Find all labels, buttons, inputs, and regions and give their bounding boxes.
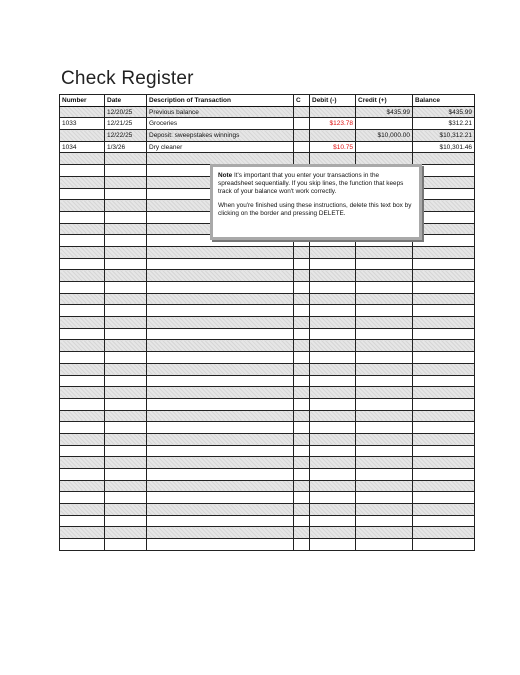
- cell-number[interactable]: [60, 106, 105, 118]
- table-row: [60, 246, 475, 258]
- cell-debit[interactable]: [310, 504, 356, 516]
- cell-balance[interactable]: [413, 387, 475, 399]
- cell-cleared[interactable]: [294, 433, 310, 445]
- cell-credit[interactable]: [356, 375, 413, 387]
- cell-credit[interactable]: [356, 422, 413, 434]
- cell-cleared[interactable]: [294, 398, 310, 410]
- cell-description[interactable]: [147, 398, 294, 410]
- cell-description[interactable]: [147, 539, 294, 551]
- cell-cleared[interactable]: [294, 375, 310, 387]
- cell-date[interactable]: [105, 480, 147, 492]
- cell-date[interactable]: [105, 282, 147, 294]
- cell-cleared[interactable]: [294, 480, 310, 492]
- cell-credit[interactable]: [356, 398, 413, 410]
- column-header-balance: Balance: [413, 95, 475, 107]
- column-header-description: Description of Transaction: [147, 95, 294, 107]
- cell-cleared[interactable]: [294, 258, 310, 270]
- cell-cleared[interactable]: [294, 317, 310, 329]
- cell-balance[interactable]: [413, 422, 475, 434]
- cell-description[interactable]: [147, 317, 294, 329]
- table-row: [60, 504, 475, 516]
- cell-balance[interactable]: [413, 282, 475, 294]
- cell-debit[interactable]: [310, 433, 356, 445]
- cell-number[interactable]: [60, 153, 105, 165]
- cell-balance[interactable]: [413, 445, 475, 457]
- table-row: [60, 433, 475, 445]
- cell-date[interactable]: [105, 492, 147, 504]
- cell-balance[interactable]: [413, 317, 475, 329]
- cell-debit[interactable]: $10.75: [310, 141, 356, 153]
- table-row: [60, 305, 475, 317]
- cell-description[interactable]: [147, 433, 294, 445]
- cell-number[interactable]: [60, 223, 105, 235]
- cell-debit[interactable]: [310, 317, 356, 329]
- note-paragraph-2: When you're finished using these instructions, delete this text box by clicking on the border and pressing DELETE.: [218, 202, 412, 217]
- cell-date[interactable]: [105, 200, 147, 212]
- cell-number[interactable]: [60, 235, 105, 247]
- cell-number[interactable]: [60, 398, 105, 410]
- cell-debit[interactable]: [310, 363, 356, 375]
- cell-description[interactable]: Previous balance: [147, 106, 294, 118]
- cell-cleared[interactable]: [294, 457, 310, 469]
- cell-balance[interactable]: [413, 515, 475, 527]
- cell-debit[interactable]: [310, 282, 356, 294]
- cell-number[interactable]: 1034: [60, 141, 105, 153]
- cell-balance[interactable]: [413, 363, 475, 375]
- cell-debit[interactable]: [310, 480, 356, 492]
- cell-balance[interactable]: [413, 527, 475, 539]
- cell-cleared[interactable]: [294, 387, 310, 399]
- cell-balance[interactable]: [413, 457, 475, 469]
- cell-cleared[interactable]: [294, 293, 310, 305]
- cell-date[interactable]: [105, 223, 147, 235]
- cell-cleared[interactable]: [294, 340, 310, 352]
- cell-debit[interactable]: [310, 515, 356, 527]
- cell-credit[interactable]: [356, 457, 413, 469]
- cell-credit[interactable]: [356, 539, 413, 551]
- table-row: [60, 352, 475, 364]
- cell-credit[interactable]: [356, 118, 413, 130]
- cell-date[interactable]: [105, 293, 147, 305]
- cell-cleared[interactable]: [294, 492, 310, 504]
- cell-debit[interactable]: [310, 153, 356, 165]
- cell-date[interactable]: [105, 539, 147, 551]
- cell-number[interactable]: [60, 445, 105, 457]
- cell-number[interactable]: [60, 433, 105, 445]
- cell-description[interactable]: [147, 504, 294, 516]
- cell-cleared[interactable]: [294, 445, 310, 457]
- table-row: [60, 422, 475, 434]
- cell-date[interactable]: [105, 445, 147, 457]
- cell-description[interactable]: [147, 340, 294, 352]
- cell-balance[interactable]: [413, 492, 475, 504]
- cell-cleared[interactable]: [294, 282, 310, 294]
- cell-cleared[interactable]: [294, 527, 310, 539]
- cell-debit[interactable]: [310, 539, 356, 551]
- cell-cleared[interactable]: [294, 539, 310, 551]
- cell-number[interactable]: [60, 469, 105, 481]
- cell-date[interactable]: [105, 246, 147, 258]
- cell-balance[interactable]: [413, 480, 475, 492]
- cell-debit[interactable]: [310, 293, 356, 305]
- cell-date[interactable]: 12/22/25: [105, 130, 147, 142]
- cell-balance[interactable]: [413, 352, 475, 364]
- cell-date[interactable]: 12/21/25: [105, 118, 147, 130]
- cell-description[interactable]: [147, 270, 294, 282]
- cell-credit[interactable]: [356, 504, 413, 516]
- cell-number[interactable]: [60, 270, 105, 282]
- cell-credit[interactable]: [356, 480, 413, 492]
- cell-date[interactable]: 1/3/26: [105, 141, 147, 153]
- table-row: [60, 445, 475, 457]
- cell-cleared[interactable]: [294, 352, 310, 364]
- cell-description[interactable]: [147, 352, 294, 364]
- cell-credit[interactable]: $435.99: [356, 106, 413, 118]
- table-row: [60, 539, 475, 551]
- cell-number[interactable]: [60, 539, 105, 551]
- cell-credit[interactable]: $10,000.00: [356, 130, 413, 142]
- table-row: [60, 141, 475, 153]
- table-row: [60, 118, 475, 130]
- column-header-debit: Debit (-): [310, 95, 356, 107]
- cell-description[interactable]: [147, 328, 294, 340]
- cell-number[interactable]: [60, 363, 105, 375]
- cell-balance[interactable]: [413, 375, 475, 387]
- cell-debit[interactable]: [310, 352, 356, 364]
- cell-debit[interactable]: [310, 422, 356, 434]
- cell-cleared[interactable]: [294, 130, 310, 142]
- cell-cleared[interactable]: [294, 504, 310, 516]
- cell-credit[interactable]: [356, 317, 413, 329]
- cell-description[interactable]: [147, 363, 294, 375]
- cell-cleared[interactable]: [294, 515, 310, 527]
- cell-description[interactable]: [147, 282, 294, 294]
- cell-balance[interactable]: $312.21: [413, 118, 475, 130]
- cell-cleared[interactable]: [294, 328, 310, 340]
- cell-debit[interactable]: [310, 246, 356, 258]
- cell-date[interactable]: [105, 375, 147, 387]
- column-header-credit: Credit (+): [356, 95, 413, 107]
- cell-credit[interactable]: [356, 515, 413, 527]
- cell-cleared[interactable]: [294, 118, 310, 130]
- cell-number[interactable]: [60, 165, 105, 177]
- cell-number[interactable]: [60, 515, 105, 527]
- cell-credit[interactable]: [356, 270, 413, 282]
- cell-description[interactable]: [147, 492, 294, 504]
- cell-date[interactable]: [105, 398, 147, 410]
- cell-balance[interactable]: [413, 328, 475, 340]
- cell-date[interactable]: [105, 211, 147, 223]
- cell-number[interactable]: [60, 188, 105, 200]
- table-row: [60, 515, 475, 527]
- cell-date[interactable]: 12/20/25: [105, 106, 147, 118]
- cell-description[interactable]: [147, 387, 294, 399]
- cell-number[interactable]: [60, 352, 105, 364]
- table-row: [60, 317, 475, 329]
- cell-date[interactable]: [105, 527, 147, 539]
- cell-description[interactable]: [147, 305, 294, 317]
- table-row: [60, 363, 475, 375]
- cell-date[interactable]: [105, 317, 147, 329]
- cell-cleared[interactable]: [294, 246, 310, 258]
- cell-description[interactable]: [147, 445, 294, 457]
- cell-balance[interactable]: $10,301.46: [413, 141, 475, 153]
- cell-debit[interactable]: [310, 387, 356, 399]
- note-text-1: It's important that you enter your transactions in the spreadsheet sequentially. If you skip lines, the function that keeps track of your balance won't work correctly.: [218, 172, 404, 195]
- cell-cleared[interactable]: [294, 270, 310, 282]
- cell-date[interactable]: [105, 469, 147, 481]
- cell-description[interactable]: [147, 153, 294, 165]
- cell-date[interactable]: [105, 504, 147, 516]
- table-row: [60, 258, 475, 270]
- cell-debit[interactable]: [310, 305, 356, 317]
- cell-date[interactable]: [105, 352, 147, 364]
- table-row: [60, 328, 475, 340]
- cell-credit[interactable]: [356, 293, 413, 305]
- cell-number[interactable]: [60, 293, 105, 305]
- table-row: [60, 480, 475, 492]
- cell-date[interactable]: [105, 387, 147, 399]
- cell-number[interactable]: [60, 258, 105, 270]
- cell-cleared[interactable]: [294, 141, 310, 153]
- table-row: [60, 106, 475, 118]
- instructions-text-box[interactable]: [210, 164, 422, 240]
- cell-date[interactable]: [105, 305, 147, 317]
- table-row: [60, 282, 475, 294]
- cell-date[interactable]: [105, 410, 147, 422]
- cell-debit[interactable]: [310, 457, 356, 469]
- page-title: Check Register: [61, 68, 194, 89]
- header-row: [60, 95, 475, 107]
- cell-description[interactable]: Dry cleaner: [147, 141, 294, 153]
- note-paragraph-1: [218, 172, 415, 196]
- cell-balance[interactable]: [413, 305, 475, 317]
- cell-debit[interactable]: [310, 492, 356, 504]
- cell-credit[interactable]: [356, 363, 413, 375]
- cell-cleared[interactable]: [294, 363, 310, 375]
- table-row: [60, 469, 475, 481]
- table-row: [60, 153, 475, 165]
- cell-number[interactable]: [60, 246, 105, 258]
- cell-credit[interactable]: [356, 141, 413, 153]
- cell-number[interactable]: [60, 527, 105, 539]
- table-row: [60, 293, 475, 305]
- cell-number[interactable]: [60, 305, 105, 317]
- cell-description[interactable]: [147, 469, 294, 481]
- cell-date[interactable]: [105, 328, 147, 340]
- cell-number[interactable]: [60, 387, 105, 399]
- cell-number[interactable]: [60, 211, 105, 223]
- cell-description[interactable]: [147, 515, 294, 527]
- cell-number[interactable]: [60, 480, 105, 492]
- cell-cleared[interactable]: [294, 305, 310, 317]
- cell-description[interactable]: [147, 258, 294, 270]
- cell-balance[interactable]: [413, 258, 475, 270]
- cell-cleared[interactable]: [294, 469, 310, 481]
- cell-debit[interactable]: [310, 375, 356, 387]
- cell-debit[interactable]: [310, 130, 356, 142]
- cell-description[interactable]: [147, 422, 294, 434]
- cell-number[interactable]: [60, 328, 105, 340]
- table-row: [60, 492, 475, 504]
- cell-date[interactable]: [105, 457, 147, 469]
- cell-date[interactable]: [105, 165, 147, 177]
- cell-debit[interactable]: [310, 258, 356, 270]
- cell-date[interactable]: [105, 258, 147, 270]
- cell-number[interactable]: [60, 375, 105, 387]
- cell-description[interactable]: [147, 375, 294, 387]
- cell-credit[interactable]: [356, 433, 413, 445]
- table-row: [60, 457, 475, 469]
- cell-number[interactable]: [60, 457, 105, 469]
- cell-number[interactable]: 1033: [60, 118, 105, 130]
- cell-description[interactable]: [147, 457, 294, 469]
- check-register-table: [59, 94, 475, 551]
- cell-date[interactable]: [105, 270, 147, 282]
- cell-number[interactable]: [60, 492, 105, 504]
- cell-description[interactable]: Groceries: [147, 118, 294, 130]
- cell-debit[interactable]: [310, 328, 356, 340]
- cell-credit[interactable]: [356, 492, 413, 504]
- cell-date[interactable]: [105, 363, 147, 375]
- cell-balance[interactable]: [413, 469, 475, 481]
- cell-number[interactable]: [60, 410, 105, 422]
- table-row: [60, 270, 475, 282]
- cell-credit[interactable]: [356, 445, 413, 457]
- cell-description[interactable]: [147, 293, 294, 305]
- cell-credit[interactable]: [356, 153, 413, 165]
- table-row: [60, 340, 475, 352]
- cell-number[interactable]: [60, 340, 105, 352]
- column-header-date: Date: [105, 95, 147, 107]
- table-row: [60, 130, 475, 142]
- cell-debit[interactable]: [310, 340, 356, 352]
- cell-cleared[interactable]: [294, 422, 310, 434]
- cell-balance[interactable]: [413, 433, 475, 445]
- cell-balance[interactable]: $10,312.21: [413, 130, 475, 142]
- cell-cleared[interactable]: [294, 106, 310, 118]
- cell-number[interactable]: [60, 504, 105, 516]
- table-row: [60, 410, 475, 422]
- cell-debit[interactable]: [310, 445, 356, 457]
- cell-credit[interactable]: [356, 340, 413, 352]
- cell-debit[interactable]: [310, 527, 356, 539]
- cell-date[interactable]: [105, 422, 147, 434]
- cell-debit[interactable]: [310, 270, 356, 282]
- cell-number[interactable]: [60, 422, 105, 434]
- cell-debit[interactable]: [310, 106, 356, 118]
- cell-balance[interactable]: [413, 410, 475, 422]
- column-header-number: Number: [60, 95, 105, 107]
- cell-balance[interactable]: [413, 270, 475, 282]
- cell-date[interactable]: [105, 153, 147, 165]
- cell-credit[interactable]: [356, 305, 413, 317]
- cell-balance[interactable]: $435.99: [413, 106, 475, 118]
- cell-cleared[interactable]: [294, 153, 310, 165]
- cell-number[interactable]: [60, 130, 105, 142]
- cell-number[interactable]: [60, 317, 105, 329]
- table-row: [60, 398, 475, 410]
- note-label: Note: [218, 172, 233, 179]
- cell-date[interactable]: [105, 340, 147, 352]
- cell-balance[interactable]: [413, 539, 475, 551]
- cell-balance[interactable]: [413, 398, 475, 410]
- cell-cleared[interactable]: [294, 410, 310, 422]
- table-row: [60, 375, 475, 387]
- cell-description[interactable]: [147, 246, 294, 258]
- cell-balance[interactable]: [413, 504, 475, 516]
- cell-credit[interactable]: [356, 246, 413, 258]
- cell-number[interactable]: [60, 282, 105, 294]
- cell-description[interactable]: Deposit: sweepstakes winnings: [147, 130, 294, 142]
- cell-description[interactable]: [147, 410, 294, 422]
- cell-debit[interactable]: [310, 410, 356, 422]
- cell-credit[interactable]: [356, 527, 413, 539]
- table-row: [60, 527, 475, 539]
- cell-number[interactable]: [60, 176, 105, 188]
- cell-credit[interactable]: [356, 328, 413, 340]
- cell-date[interactable]: [105, 433, 147, 445]
- cell-date[interactable]: [105, 176, 147, 188]
- cell-credit[interactable]: [356, 352, 413, 364]
- cell-credit[interactable]: [356, 410, 413, 422]
- cell-balance[interactable]: [413, 246, 475, 258]
- cell-description[interactable]: [147, 527, 294, 539]
- cell-balance[interactable]: [413, 340, 475, 352]
- cell-date[interactable]: [105, 235, 147, 247]
- cell-debit[interactable]: [310, 398, 356, 410]
- cell-debit[interactable]: $123.78: [310, 118, 356, 130]
- cell-date[interactable]: [105, 188, 147, 200]
- cell-date[interactable]: [105, 515, 147, 527]
- cell-credit[interactable]: [356, 282, 413, 294]
- cell-balance[interactable]: [413, 293, 475, 305]
- cell-number[interactable]: [60, 200, 105, 212]
- cell-description[interactable]: [147, 480, 294, 492]
- column-header-cleared: C: [294, 95, 310, 107]
- table-row: [60, 387, 475, 399]
- cell-balance[interactable]: [413, 153, 475, 165]
- cell-credit[interactable]: [356, 469, 413, 481]
- cell-debit[interactable]: [310, 469, 356, 481]
- cell-credit[interactable]: [356, 258, 413, 270]
- cell-credit[interactable]: [356, 387, 413, 399]
